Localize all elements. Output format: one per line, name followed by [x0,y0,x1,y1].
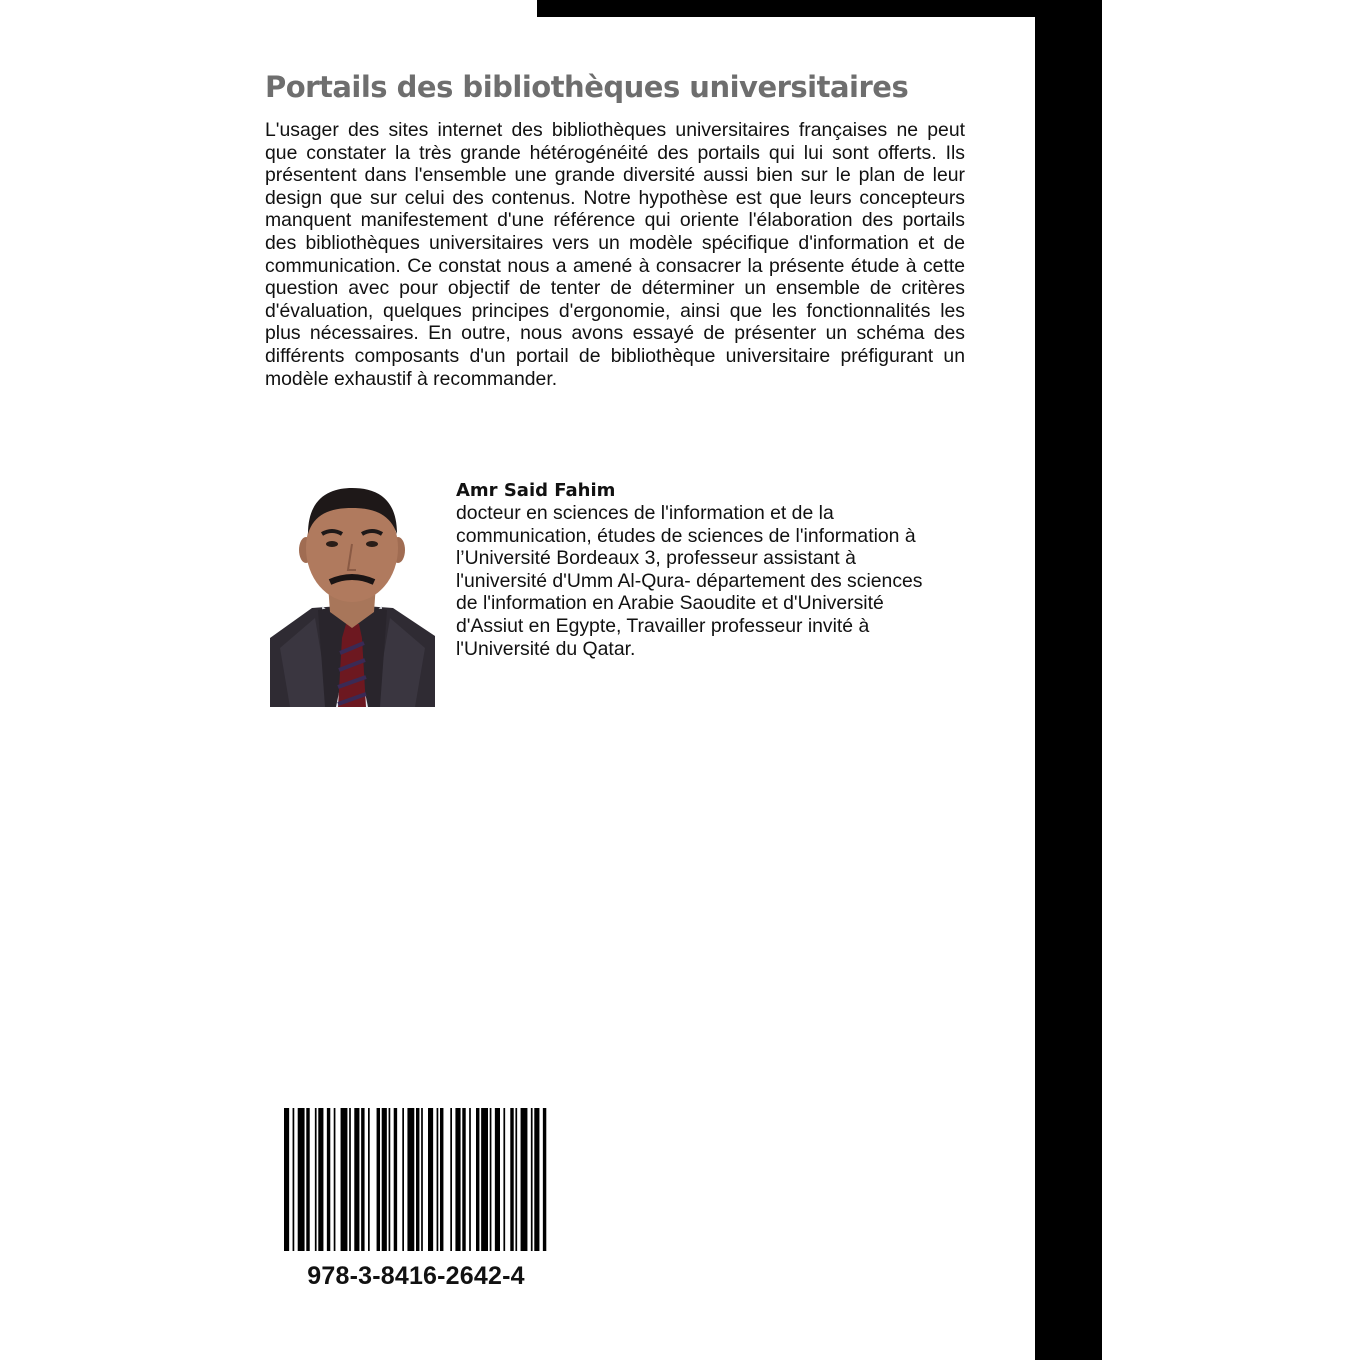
author-photo [270,478,435,707]
barcode-bar [450,1108,452,1251]
barcode-bar [407,1108,414,1251]
barcode-bar [334,1108,336,1251]
barcode-bar [318,1108,323,1251]
barcode-bar [503,1108,505,1251]
barcode-bar [421,1108,423,1251]
barcode-bar [402,1108,404,1251]
isbn-barcode [284,1108,548,1251]
barcode-bar [515,1108,517,1251]
barcode-bar [361,1108,364,1251]
barcode-bar [495,1108,500,1251]
barcode-bar [315,1108,317,1251]
barcode-bar [377,1108,380,1251]
barcode-bar [394,1108,397,1251]
book-abstract: L'usager des sites internet des bibliothèques universitaires françaises ne peut que constater la très grande hétérogénéité des portails qui lui sont offerts. Ils présentent dans l'ensemble une grande diversité aussi bien sur le plan de leur design que sur celui des contenus. Notre hypothèse est que leurs concepteurs manquent manifestement d'une référence qui oriente l'élaboration des portails des bibliothèques universitaires vers un modèle spécifique d'information et de communication. Ce constat nous a amené à consacrer la présente étude à cette question avec pour objectif de tenter de déterminer un ensemble de critères d'évaluation, quelques principes d'ergonomie, ainsi que les fonctionnalités les plus nécessaires. En outre, nous avons essayé de présenter un schéma des différents composants d'un portail de bibliothèque universitaire préfigurant un modèle exhaustif à recommander. [265,119,965,390]
barcode-bar [354,1108,359,1251]
barcode-bar [293,1108,295,1251]
barcode-bar [284,1108,289,1251]
barcode-bar [534,1108,539,1251]
barcode-bar [298,1108,305,1251]
barcode-bar [349,1108,351,1251]
book-spine [1035,0,1102,1360]
barcode-bar [341,1108,348,1251]
barcode-bar [382,1108,387,1251]
barcode-bar [481,1108,488,1251]
author-info [456,480,966,660]
barcode-bar [306,1108,309,1251]
barcode-bar [490,1108,492,1251]
barcode-bar [416,1108,419,1251]
barcode-bar [521,1108,528,1251]
barcode-bar [543,1108,546,1251]
author-bio: docteur en sciences de l'information et de la communication, études de sciences de l'information à l’Université Bordeaux 3, professeur assistant à l'université d'Umm Al-Qura- département des sciences de l'information en Arabie Saoudite et d'Université d'Assiut en Egypte, Travailler professeur invité à l'Université du Qatar. [456,502,923,660]
barcode-bar [389,1108,391,1251]
barcode-bar [476,1108,479,1251]
barcode-bar [368,1108,370,1251]
author-name: Amr Said Fahim [456,480,616,501]
barcode-bar [531,1108,533,1251]
barcode-bar [437,1108,439,1251]
barcode-bar [455,1108,460,1251]
barcode-bar [510,1108,513,1251]
book-title: Portails des bibliothèques universitaires [265,70,909,104]
barcode-bar [428,1108,433,1251]
isbn-number: 978-3-8416-2642-4 [307,1262,525,1290]
barcode-bar [440,1108,443,1251]
barcode-bar [469,1108,471,1251]
barcode-bar [462,1108,465,1251]
barcode-bar [327,1108,330,1251]
